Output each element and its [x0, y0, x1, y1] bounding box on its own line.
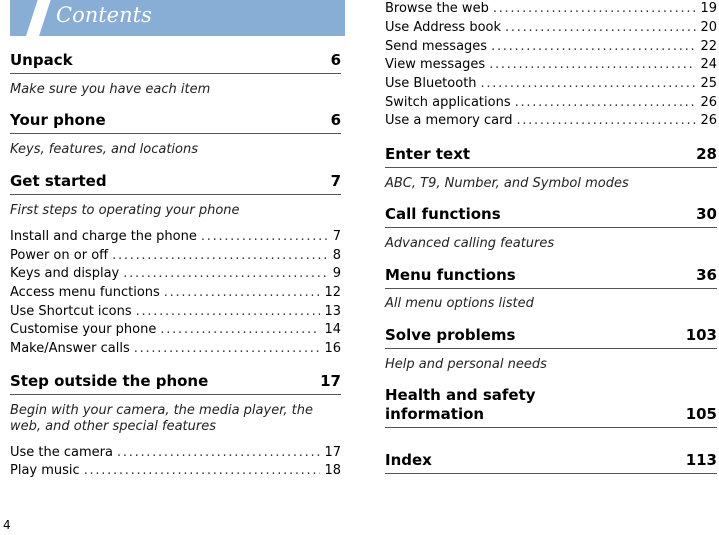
entry-label: Use Shortcut icons — [10, 304, 132, 319]
entry-label: Keys and display — [10, 266, 120, 281]
entry-page: 9 — [332, 266, 341, 281]
section-title: Menu functions — [385, 266, 516, 284]
section-menu-functions[interactable] — [385, 266, 717, 289]
toc-entry[interactable] — [385, 39, 717, 55]
toc-entry[interactable] — [10, 285, 341, 301]
toc-entry[interactable] — [385, 1, 717, 17]
toc-entry[interactable] — [385, 76, 717, 92]
entry-page: 17 — [324, 445, 341, 460]
toc-entry[interactable] — [10, 248, 341, 264]
header-notch — [26, 0, 51, 36]
entry-label: Customise your phone — [10, 322, 157, 337]
section-page: 30 — [696, 205, 717, 223]
entry-page: 26 — [700, 95, 717, 110]
entry-page: 20 — [700, 20, 717, 35]
section-title: Step outside the phone — [10, 372, 209, 390]
section-page: 6 — [330, 51, 341, 69]
dot-leader — [136, 304, 321, 320]
dot-leader — [123, 266, 328, 282]
entry-page: 12 — [324, 285, 341, 300]
dot-leader — [489, 57, 696, 73]
section-page: 105 — [685, 405, 717, 423]
entry-label: Make/Answer calls — [10, 341, 130, 356]
entry-page: 16 — [324, 341, 341, 356]
toc-entry[interactable] — [10, 304, 341, 320]
entry-label: Power on or off — [10, 248, 109, 263]
entry-label: Use Bluetooth — [385, 76, 477, 91]
entry-label: View messages — [385, 57, 486, 72]
dot-leader — [112, 248, 329, 264]
section-index[interactable] — [385, 451, 717, 474]
section-title: Call functions — [385, 205, 501, 223]
entry-label: Use Address book — [385, 20, 502, 35]
entry-page: 26 — [700, 113, 717, 128]
section-description: Make sure you have each item — [10, 82, 211, 97]
section-description: All menu options listed — [385, 296, 534, 311]
entry-label: Use the camera — [10, 445, 113, 460]
section-title: Your phone — [10, 111, 106, 129]
toc-entry[interactable] — [10, 229, 341, 245]
dot-leader — [201, 229, 329, 245]
entry-label: Use a memory card — [385, 113, 513, 128]
entry-label: Install and charge the phone — [10, 229, 197, 244]
section-health-safety[interactable] — [385, 386, 717, 428]
dot-leader — [160, 322, 320, 338]
section-description: Keys, features, and locations — [10, 142, 198, 157]
section-page: 36 — [696, 266, 717, 284]
entry-page: 13 — [324, 304, 341, 319]
section-title: Health and safety information — [385, 386, 536, 423]
dot-leader — [515, 95, 697, 111]
section-unpack[interactable] — [10, 51, 341, 74]
section-page: 103 — [685, 326, 717, 344]
toc-entry[interactable] — [385, 20, 717, 36]
entry-page: 8 — [332, 248, 341, 263]
entry-page: 22 — [700, 39, 717, 54]
entry-page: 25 — [700, 76, 717, 91]
section-step-outside[interactable] — [10, 372, 341, 395]
dot-leader — [84, 463, 321, 479]
dot-leader — [117, 445, 320, 461]
section-enter-text[interactable] — [385, 145, 717, 168]
toc-entry[interactable] — [10, 445, 341, 461]
entry-page: 19 — [700, 1, 717, 16]
dot-leader — [481, 76, 697, 92]
entry-page: 24 — [700, 57, 717, 72]
entry-label: Switch applications — [385, 95, 511, 110]
entry-page: 7 — [332, 229, 341, 244]
section-page: 7 — [330, 172, 341, 190]
toc-entry[interactable] — [10, 266, 341, 282]
page-number: 4 — [3, 518, 11, 532]
toc-entry[interactable] — [385, 57, 717, 73]
toc-entry[interactable] — [10, 463, 341, 479]
section-your-phone[interactable] — [10, 111, 341, 134]
section-title: Unpack — [10, 51, 73, 69]
section-page: 17 — [320, 372, 341, 390]
section-title: Index — [385, 451, 432, 469]
entry-page: 14 — [324, 322, 341, 337]
section-page: 113 — [685, 451, 717, 469]
section-page: 6 — [330, 111, 341, 129]
toc-entry[interactable] — [10, 341, 341, 357]
toc-entry[interactable] — [385, 113, 717, 129]
entry-label: Browse the web — [385, 1, 489, 16]
toc-entry[interactable] — [385, 95, 717, 111]
section-description: Help and personal needs — [385, 357, 547, 372]
dot-leader — [491, 39, 696, 55]
dot-leader — [164, 285, 321, 301]
dot-leader — [134, 341, 321, 357]
section-description: Advanced calling features — [385, 236, 555, 251]
section-title: Solve problems — [385, 326, 516, 344]
section-description: ABC, T9, Number, and Symbol modes — [385, 176, 629, 191]
section-title: Get started — [10, 172, 107, 190]
entry-label: Access menu functions — [10, 285, 160, 300]
dot-leader — [516, 113, 696, 129]
toc-entry[interactable] — [10, 322, 341, 338]
entry-label: Play music — [10, 463, 80, 478]
section-call-functions[interactable] — [385, 205, 717, 228]
header-bar — [10, 0, 345, 36]
entry-page: 18 — [324, 463, 341, 478]
dot-leader — [493, 1, 697, 17]
entry-label: Send messages — [385, 39, 488, 54]
section-title: Enter text — [385, 145, 471, 163]
section-get-started[interactable] — [10, 172, 341, 195]
section-page: 28 — [696, 145, 717, 163]
dot-leader — [505, 20, 696, 36]
section-description: First steps to operating your phone — [10, 203, 240, 218]
page-title: Contents — [56, 3, 152, 27]
section-solve-problems[interactable] — [385, 326, 717, 349]
section-description: Begin with your camera, the media player, the web, and other special features — [10, 403, 313, 434]
